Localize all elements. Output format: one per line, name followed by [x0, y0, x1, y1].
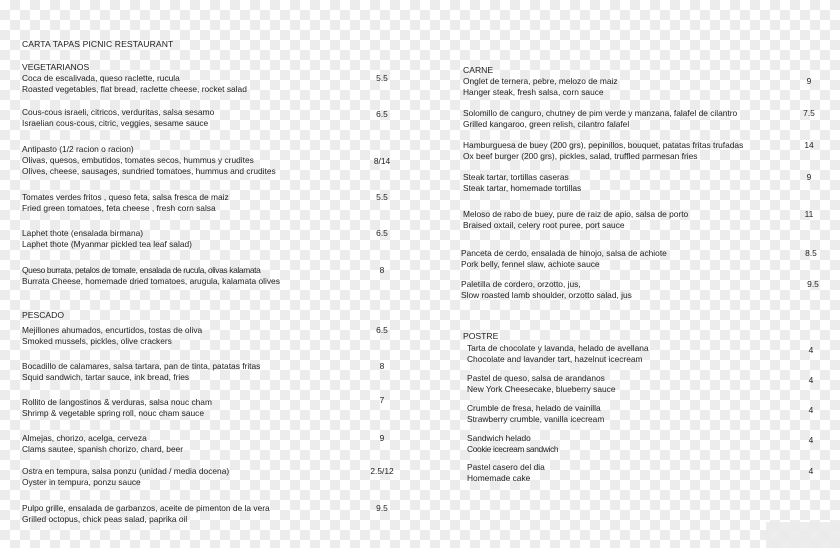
menu-item — [461, 279, 632, 301]
menu-item — [22, 73, 247, 95]
menu-item — [467, 462, 545, 484]
menu-item — [22, 265, 280, 287]
item-english: Fried green tomatoes, feta cheese , fresh corn salsa — [22, 203, 216, 213]
item-spanish: Tarta de chocolate y lavanda, helado de avellana — [467, 343, 649, 353]
item-spanish: Laphet thote (ensalada birmana) — [22, 228, 144, 238]
item-price: 4 — [808, 405, 814, 415]
item-english: Squid sandwich, tartar sauce, ink bread, fries — [22, 372, 190, 382]
menu-item — [22, 466, 229, 488]
item-english: Cookie icecream sandwich — [467, 444, 559, 454]
section-heading-vegetarianos: VEGETARIANOS — [22, 62, 90, 72]
menu-item — [463, 140, 743, 162]
item-english: Chocolate and lavander tart, hazelnut icecream — [467, 354, 643, 364]
item-price: 11 — [804, 209, 814, 219]
item-english: Olives, cheese, sausages, sundried tomatoes, hummus and crudites — [22, 166, 276, 176]
item-english: Smoked mussels, pickles, olive crackers — [22, 336, 172, 346]
item-spanish: Paletilla de cordero, orzotto, jus, — [461, 279, 581, 289]
menu-item — [22, 361, 260, 383]
item-price: 4 — [808, 375, 814, 385]
item-spanish: Rollito de langostinos & verduras, salsa nouc cham — [22, 397, 212, 407]
item-spanish: Ostra en tempura, salsa ponzu (unidad / media docena) — [22, 466, 230, 476]
menu-item — [467, 433, 558, 455]
menu-item — [22, 433, 183, 455]
item-spanish: Panceta de cerdo, ensalada de hinojo, salsa de achiote — [461, 248, 667, 258]
item-price: 7.5 — [803, 108, 815, 118]
item-spanish: Cous-cous israeli, citricos, verduritas, salsa sesamo — [22, 107, 215, 117]
item-english: Hanger steak, fresh salsa, corn sauce — [463, 87, 604, 97]
item-english: Burrata Cheese, homemade dried tomatoes, arugula, kalamata olives — [22, 276, 280, 286]
item-english: Clams sautee, spanish chorizo, chard, beer — [22, 444, 184, 454]
item-english: Slow roasted lamb shoulder, orzotto salad, jus — [461, 290, 632, 300]
item-price: 2.5/12 — [370, 466, 394, 476]
item-spanish: Onglet de ternera, pebre, melozo de maiz — [463, 76, 618, 86]
item-price: 9 — [806, 76, 812, 86]
item-english: Ox beef burger (200 grs), pickles, salad, truffled parmesan fries — [463, 151, 698, 161]
item-price: 6.5 — [376, 109, 388, 119]
menu-item — [22, 397, 212, 419]
item-price: 14 — [804, 140, 814, 150]
menu-item — [22, 107, 214, 129]
item-spanish: Pastel de queso, salsa de arandanos — [467, 373, 605, 383]
menu-title: CARTA TAPAS PICNIC RESTAURANT — [22, 39, 174, 49]
item-price: 9.5 — [807, 279, 819, 289]
watermark-patch — [766, 522, 840, 548]
item-english: Pork belly, fennel slaw, achiote sauce — [461, 259, 600, 269]
item-spanish: Crumble de fresa, helado de vainilla — [467, 403, 601, 413]
item-price: 4 — [808, 345, 814, 355]
item-spanish: Almejas, chorizo, acelga, cerveza — [22, 433, 147, 443]
menu-item — [461, 248, 667, 270]
item-price: 6.5 — [376, 228, 388, 238]
item-price: 4 — [808, 435, 814, 445]
item-spanish: Solomillo de canguro, chutney de pim verde y manzana, falafel de cilantro — [463, 108, 738, 118]
item-price: 5.5 — [376, 73, 388, 83]
item-spanish: Mejillones ahumados, encurtidos, tostas de oliva — [22, 325, 203, 335]
menu-item — [22, 144, 276, 177]
item-price: 6.5 — [376, 325, 388, 335]
item-price: 8 — [379, 265, 385, 275]
item-english: Shrimp & vegetable spring roll, nouc cham sauce — [22, 408, 205, 418]
item-price: 8/14 — [373, 156, 391, 166]
item-english: Laphet thote (Myanmar pickled tea leaf salad) — [22, 239, 192, 249]
item-spanish-detail: Olivas, quesos, embutidos, tomates secos, hummus y crudites — [22, 155, 254, 165]
item-price: 8 — [379, 361, 385, 371]
item-price: 8.5 — [805, 248, 817, 258]
item-spanish: Pastel casero del dia — [467, 462, 545, 472]
item-english: Israelian cous-cous, citric, veggies, sesame sauce — [22, 118, 209, 128]
item-price: 7 — [379, 395, 385, 405]
menu-item — [22, 228, 192, 250]
item-english: Grilled kangaroo, green relish, cilantro falafel — [463, 119, 630, 129]
section-heading-pescado: PESCADO — [22, 310, 65, 320]
menu-item — [22, 192, 229, 214]
item-spanish: Pulpo grille, ensalada de garbanzos, aceite de pimenton de la vera — [22, 503, 270, 513]
menu-item — [22, 503, 270, 525]
item-spanish: Coca de escalivada, queso raclette, rucula — [22, 73, 180, 83]
section-heading-carne: CARNE — [463, 65, 494, 75]
menu-item — [463, 108, 737, 130]
item-english: Homemade cake — [467, 473, 531, 483]
item-spanish: Queso burrata, petalos de tomate, ensalada de rucula, olivas kalamata — [22, 265, 261, 275]
section-heading-postre: POSTRE — [463, 331, 499, 341]
item-english: Oyster in tempura, ponzu sauce — [22, 477, 141, 487]
item-price: 9 — [806, 172, 812, 182]
item-spanish: Hamburguesa de buey (200 grs), pepinillos, bouquet, patatas fritas trufadas — [463, 140, 744, 150]
item-spanish: Steak tartar, tortillas caseras — [463, 172, 569, 182]
menu-item — [467, 343, 649, 365]
item-spanish: Tomates verdes fritos , queso feta, salsa fresca de maiz — [22, 192, 229, 202]
menu-item — [22, 325, 202, 347]
item-english: Steak tartar, homemade tortillas — [463, 183, 582, 193]
item-price: 9.5 — [376, 503, 388, 513]
item-english: Grilled octopus, chick peas salad, paprika oil — [22, 514, 188, 524]
item-english: Roasted vegetables, flat bread, raclette cheese, rocket salad — [22, 84, 247, 94]
item-price: 9 — [379, 433, 385, 443]
menu-item — [463, 209, 688, 231]
menu-item — [467, 373, 616, 395]
item-english: New York Cheesecake, blueberry sauce — [467, 384, 616, 394]
menu-item — [467, 403, 604, 425]
item-english: Braised oxtail, celery root puree, port sauce — [463, 220, 625, 230]
menu-item — [463, 76, 618, 98]
item-spanish: Bocadillo de calamares, salsa tartara, pan de tinta, patatas fritas — [22, 361, 261, 371]
item-spanish: Antipasto (1/2 racion o racion) — [22, 144, 134, 154]
item-english: Strawberry crumble, vanilla icecream — [467, 414, 605, 424]
item-spanish: Sandwich helado — [467, 433, 531, 443]
item-price: 4 — [808, 466, 814, 476]
menu-item — [463, 172, 581, 194]
item-price: 5.5 — [376, 192, 388, 202]
item-spanish: Meloso de rabo de buey, pure de raiz de apio, salsa de porto — [463, 209, 689, 219]
